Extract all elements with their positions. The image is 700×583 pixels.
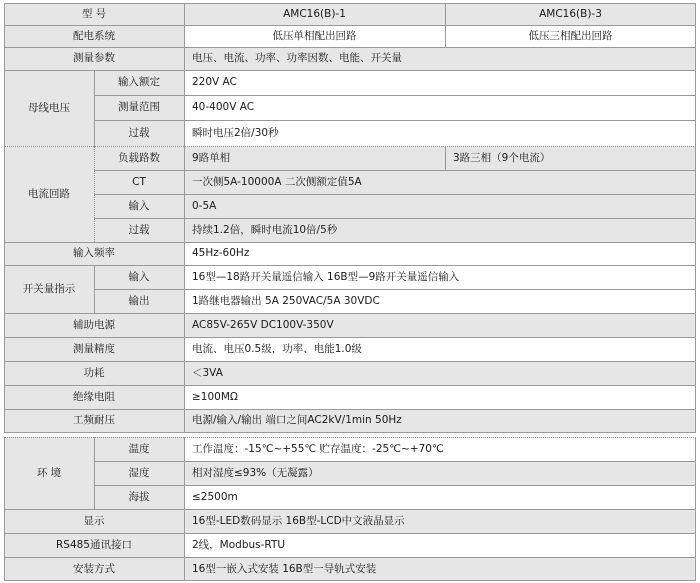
install-label: 安装方式 — [4, 557, 184, 581]
frequency-value: 45Hz-60Hz — [184, 242, 696, 265]
col-line — [184, 3, 185, 432]
bus-rated-label: 输入额定 — [94, 70, 184, 95]
env-temp-value: 工作温度：-15℃~+55℃ 贮存温度：-25℃~+70℃ — [184, 437, 696, 461]
current-input-label: 输入 — [94, 194, 184, 218]
frame-line — [4, 3, 696, 4]
env-altitude-label: 海拔 — [94, 485, 184, 509]
current-load-value-3: 3路三相（9个电流） — [445, 146, 696, 170]
accuracy-label: 测量精度 — [4, 337, 184, 361]
rs485-value: 2线，Modbus-RTU — [184, 533, 696, 557]
accuracy-value: 电流、电压0.5级，功率、电能1.0级 — [184, 337, 696, 361]
current-input-value: 0-5A — [184, 194, 696, 218]
params-label: 测量参数 — [4, 47, 184, 70]
row-line — [4, 409, 696, 410]
row-line — [4, 337, 696, 338]
row-line — [4, 361, 696, 362]
spec-table — [4, 3, 696, 581]
display-value: 16型-LED数码显示 16B型-LCD中文液晶显示 — [184, 509, 696, 533]
col-line — [445, 3, 446, 47]
row-line — [4, 70, 696, 71]
row-line — [4, 146, 696, 147]
col-line — [94, 146, 95, 242]
header-label: 型 号 — [4, 3, 184, 25]
current-overload-label: 过载 — [94, 218, 184, 242]
row-line — [4, 557, 696, 558]
current-load-label: 负载路数 — [94, 146, 184, 170]
row-line — [4, 25, 696, 26]
params-value: 电压、电流、功率、功率因数、电能、开关量 — [184, 47, 696, 70]
frame-line — [4, 437, 696, 438]
bus-range-label: 测量范围 — [94, 95, 184, 120]
current-overload-value: 持续1.2倍，瞬时电流10倍/5秒 — [184, 218, 696, 242]
withstand-value: 电源/输入/输出 端口之间AC2kV/1min 50Hz — [184, 409, 696, 432]
install-value: 16型一嵌入式安装 16B型一导轨式安装 — [184, 557, 696, 581]
current-ct-label: CT — [94, 170, 184, 194]
row-line — [4, 265, 696, 266]
switch-output-label: 输出 — [94, 289, 184, 313]
environment-group: 环 境 — [4, 437, 94, 509]
bus-overload-value: 瞬时电压2倍/30秒 — [184, 120, 696, 146]
bus-range-value: 40-400V AC — [184, 95, 696, 120]
switch-input-label: 输入 — [94, 265, 184, 289]
frequency-label: 输入频率 — [4, 242, 184, 265]
row-line — [4, 533, 696, 534]
env-humidity-label: 湿度 — [94, 461, 184, 485]
bus-voltage-group: 母线电压 — [4, 70, 94, 146]
frame-line — [4, 3, 5, 432]
insulation-value: ≥100MΩ — [184, 385, 696, 409]
header-model-3: AMC16(B)-3 — [445, 3, 696, 25]
current-loop-group: 电流回路 — [4, 146, 94, 242]
aux-power-value: AC85V-265V DC100V-350V — [184, 313, 696, 337]
col-line — [184, 437, 185, 581]
col-line — [94, 70, 95, 146]
power-label: 功耗 — [4, 361, 184, 385]
display-label: 显示 — [4, 509, 184, 533]
withstand-label: 工频耐压 — [4, 409, 184, 432]
bus-overload-label: 过载 — [94, 120, 184, 146]
distribution-value-1: 低压单相配出回路 — [184, 25, 445, 47]
env-temp-label: 温度 — [94, 437, 184, 461]
insulation-label: 绝缘电阻 — [4, 385, 184, 409]
distribution-value-3: 低压三相配出回路 — [445, 25, 696, 47]
env-humidity-value: 相对湿度≤93%（无凝露） — [184, 461, 696, 485]
header-model-1: AMC16(B)-1 — [184, 3, 445, 25]
power-value: ＜3VA — [184, 361, 696, 385]
switch-output-value: 1路继电器输出 5A 250VAC/5A 30VDC — [184, 289, 696, 313]
row-line — [4, 509, 696, 510]
switch-group: 开关量指示 — [4, 265, 94, 313]
col-line — [94, 265, 95, 313]
row-line — [4, 385, 696, 386]
frame-line — [4, 432, 696, 433]
row-line — [4, 313, 696, 314]
rs485-label: RS485通讯接口 — [4, 533, 184, 557]
col-line — [445, 146, 446, 170]
bus-rated-value: 220V AC — [184, 70, 696, 95]
frame-line — [4, 580, 696, 581]
aux-power-label: 辅助电源 — [4, 313, 184, 337]
distribution-label: 配电系统 — [4, 25, 184, 47]
col-line — [94, 437, 95, 509]
current-ct-value: 一次侧5A-10000A 二次侧额定值5A — [184, 170, 696, 194]
current-load-value-1: 9路单相 — [184, 146, 445, 170]
env-altitude-value: ≤2500m — [184, 485, 696, 509]
row-line — [4, 242, 696, 243]
row-line — [4, 47, 696, 48]
switch-input-value: 16型—18路开关量遥信输入 16B型—9路开关量遥信输入 — [184, 265, 696, 289]
